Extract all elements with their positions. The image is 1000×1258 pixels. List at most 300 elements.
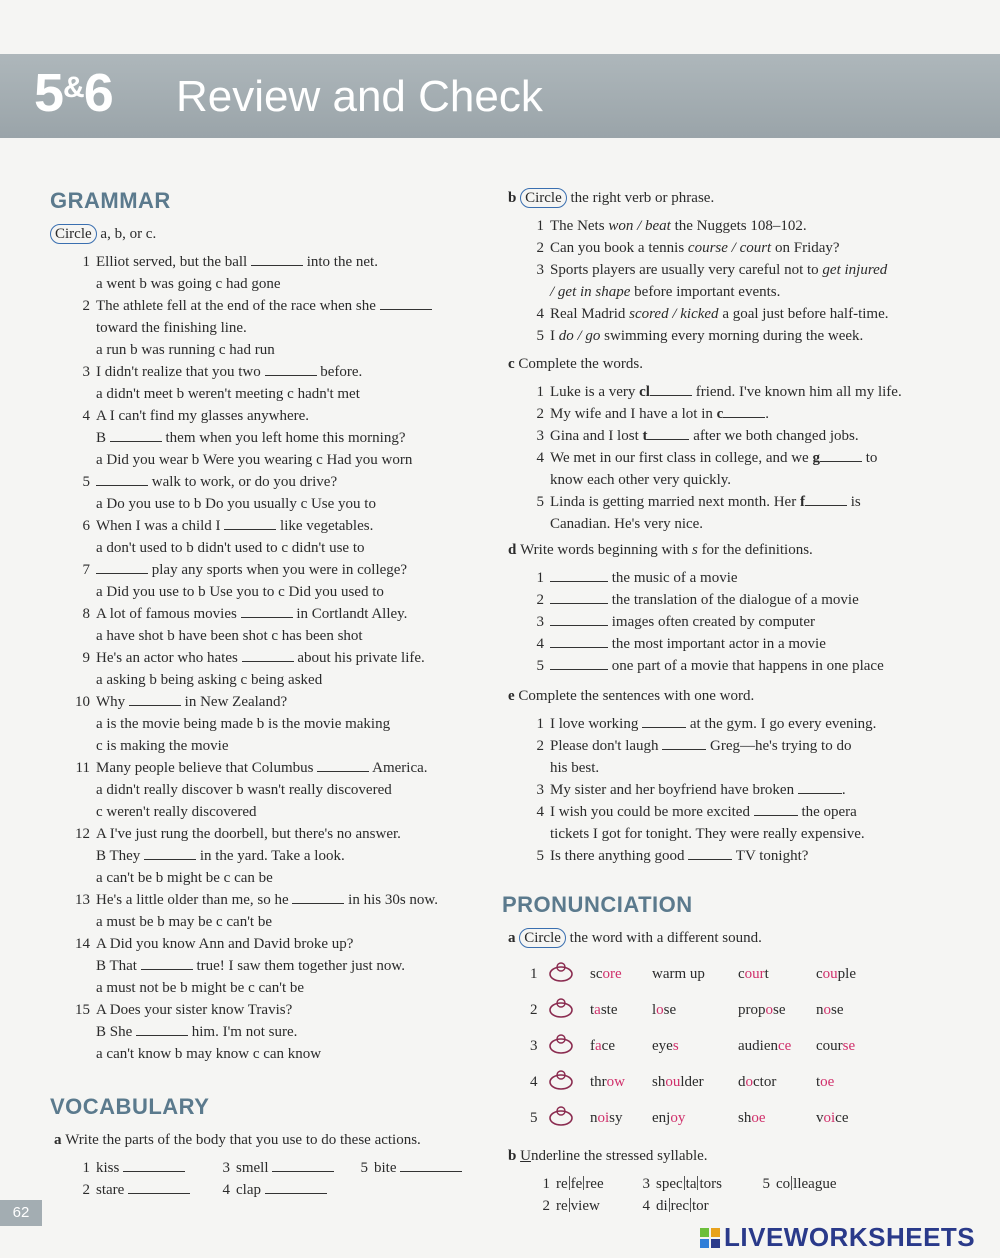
grammar-question: [70, 692, 287, 712]
text: A I've just rung the doorbell, but there's no answer.: [96, 826, 401, 842]
section-heading-vocabulary: VOCABULARY: [50, 1094, 210, 1119]
text: B That: [96, 958, 141, 974]
text: walk to work, or do you drive?: [148, 474, 338, 490]
item-number: 3: [536, 428, 544, 444]
text: tickets I got for tonight. They were really expensive.: [550, 826, 865, 842]
item-number: 2: [82, 1182, 90, 1198]
highlighted-sound: oy: [670, 1110, 686, 1126]
grammar-question: [70, 758, 428, 778]
sound-word: [738, 1036, 791, 1056]
answer-options: [96, 868, 273, 888]
word-part: thr: [590, 1074, 607, 1090]
grammar-question: [70, 406, 309, 426]
answer-blank[interactable]: [550, 657, 608, 670]
definition-text: one part of a movie that happens in one place: [608, 658, 884, 674]
word-part: t: [590, 1002, 595, 1018]
sound-word: [652, 1000, 676, 1020]
item-number: 4: [642, 1198, 650, 1214]
item-number: 5: [536, 658, 544, 674]
word-part: ce: [601, 1038, 615, 1054]
grammar-question-line: [96, 428, 405, 448]
circle-word: Circle: [519, 928, 566, 948]
text: B They: [96, 848, 145, 864]
first-letter: f: [799, 494, 805, 510]
text: Many people believe that Columbus: [96, 760, 318, 776]
grammar-question: [70, 560, 407, 580]
text: My sister and her boyfriend have broken: [550, 782, 798, 798]
text: The athlete fell at the end of the race when she: [96, 298, 380, 314]
exercise-d-instruction: [508, 540, 813, 560]
verb-choice-item: [524, 238, 840, 258]
exercise-b-instruction: [508, 188, 714, 208]
item-number: 2: [536, 406, 544, 422]
item-number: 6: [82, 518, 90, 534]
vocab-item: [210, 1180, 327, 1200]
grammar-question: [70, 362, 362, 382]
word-part: d: [738, 1074, 746, 1090]
text: Real Madrid: [550, 306, 630, 322]
item-number: 4: [536, 306, 544, 322]
definition-text: the music of a movie: [608, 570, 738, 586]
sound-word: [816, 1036, 855, 1056]
answer-blank[interactable]: [754, 803, 798, 816]
text: Can you book a tennis: [550, 240, 688, 256]
syllable: ta: [685, 1176, 697, 1192]
letter-s: s: [691, 542, 698, 558]
word-part: c: [816, 966, 823, 982]
word-part: t: [816, 1074, 821, 1090]
text: him. I'm not sure.: [188, 1024, 298, 1040]
answer-blank[interactable]: [128, 1181, 190, 1194]
answer-blank[interactable]: [129, 693, 181, 706]
highlighted-sound: ou: [822, 966, 838, 982]
item-number: 4: [222, 1182, 230, 1198]
item-number: 1: [536, 716, 544, 732]
vocab-instruction: [54, 1130, 421, 1150]
word-part: sc: [590, 966, 603, 982]
text: Sports players are usually very careful not to: [550, 262, 823, 278]
answer-blank[interactable]: [662, 737, 706, 750]
answer-options: [96, 538, 365, 558]
text: in New Zealand?: [180, 694, 288, 710]
syllable: ree: [585, 1176, 604, 1192]
text: play any sports when you were in college?: [148, 562, 408, 578]
section-heading-grammar: GRAMMAR: [50, 188, 171, 213]
item-number: 12: [75, 826, 90, 842]
instruction-text: the word with a different sound.: [565, 930, 762, 946]
sound-word: [738, 1072, 776, 1092]
word-part: warm up: [652, 966, 705, 982]
verb-option: course / court: [687, 240, 772, 256]
syllable: re: [556, 1176, 568, 1192]
vocab-word: bite: [374, 1160, 401, 1176]
first-letter: cl: [639, 384, 650, 400]
text: after we both changed jobs.: [689, 428, 859, 444]
page-title: Review and Check: [176, 72, 543, 121]
exercise-label: e: [508, 688, 519, 704]
options-text: a didn't really discover b wasn't really discovered: [96, 782, 392, 798]
answer-blank[interactable]: [642, 715, 686, 728]
text: a goal just before half-time.: [718, 306, 889, 322]
syllable-divider: [669, 1198, 670, 1212]
options-text: a must not be b might be c can't be: [96, 980, 305, 996]
answer-blank[interactable]: [265, 1181, 327, 1194]
highlighted-sound: o: [656, 1002, 664, 1018]
text: friend. I've known him all my life.: [691, 384, 902, 400]
grammar-question: [70, 824, 401, 844]
answer-blank[interactable]: [110, 429, 162, 442]
syllable-item: [750, 1174, 836, 1194]
owl-icon: [546, 1068, 576, 1092]
item-number: 3: [642, 1176, 650, 1192]
item-number: 1: [530, 966, 538, 982]
syllable-divider: [569, 1198, 570, 1212]
options-text: a is the movie being made b is the movie making: [96, 716, 391, 732]
answer-options: [96, 736, 228, 756]
text: the Nuggets 108–102.: [670, 218, 807, 234]
sound-word: [652, 1072, 704, 1092]
sound-word: [816, 1072, 834, 1092]
answer-options: [96, 670, 322, 690]
instruction-text: for the definitions.: [697, 542, 813, 558]
syllable: lleague: [793, 1176, 837, 1192]
answer-blank[interactable]: [647, 427, 689, 440]
definition-item: [524, 590, 859, 610]
answer-blank[interactable]: [144, 847, 196, 860]
exercise-label: d: [508, 542, 521, 558]
highlighted-sound: oi: [597, 1110, 610, 1126]
vocab-item: [70, 1180, 190, 1200]
answer-blank[interactable]: [242, 649, 294, 662]
highlighted-sound: oe: [820, 1074, 835, 1090]
text: in the yard. Take a look.: [196, 848, 345, 864]
snake-icon: [546, 1032, 576, 1056]
vocab-word: smell: [236, 1160, 273, 1176]
answer-options: [96, 780, 392, 800]
answer-blank[interactable]: [141, 957, 193, 970]
highlighted-sound: o: [765, 1002, 773, 1018]
item-number: 15: [75, 1002, 90, 1018]
answer-blank[interactable]: [265, 363, 317, 376]
answer-blank[interactable]: [96, 473, 148, 486]
answer-blank[interactable]: [96, 561, 148, 574]
word-part: c: [738, 966, 745, 982]
item-number: 9: [82, 650, 90, 666]
text: at the gym. I go every evening.: [686, 716, 877, 732]
text: A Does your sister know Travis?: [96, 1002, 293, 1018]
sound-word: [590, 1072, 625, 1092]
word-part: prop: [738, 1002, 766, 1018]
item-number: 4: [536, 636, 544, 652]
answer-blank[interactable]: [272, 1159, 334, 1172]
exercise-label: c: [508, 356, 519, 372]
text: Elliot served, but the ball: [96, 254, 251, 270]
answer-blank[interactable]: [805, 493, 847, 506]
sound-word: [590, 1036, 615, 1056]
grammar-question-line: [96, 846, 345, 866]
sound-row-number: [530, 1108, 538, 1128]
sound-row-number: [530, 1036, 538, 1056]
answer-options: [96, 626, 363, 646]
brand-logo: LIVEWORKSHEETS: [700, 1222, 975, 1253]
text: toward the finishing line.: [96, 320, 247, 336]
syllable: tors: [699, 1176, 722, 1192]
syllable-divider: [684, 1176, 685, 1190]
verb-choice-item: [524, 326, 863, 346]
item-number: 13: [75, 892, 90, 908]
item-number: 3: [536, 262, 544, 278]
options-text: c is making the movie: [96, 738, 229, 754]
exercise-label: a: [508, 930, 520, 946]
highlighted-sound: o: [745, 1074, 753, 1090]
complete-word-item: [550, 470, 731, 490]
instruction-text: Write words beginning with: [520, 542, 692, 558]
exercise-label: b: [508, 190, 521, 206]
answer-options: [96, 340, 275, 360]
answer-blank[interactable]: [317, 759, 369, 772]
syllable: re: [556, 1198, 568, 1214]
definition-item: [524, 568, 738, 588]
item-number: 3: [536, 782, 544, 798]
text: .: [841, 782, 846, 798]
complete-word-item: [524, 426, 859, 446]
answer-blank[interactable]: [400, 1159, 462, 1172]
answer-blank[interactable]: [550, 613, 608, 626]
answer-blank[interactable]: [798, 781, 842, 794]
brand-mark-icon: [700, 1228, 720, 1248]
verb-choice-item: [550, 282, 780, 302]
answer-blank[interactable]: [650, 383, 692, 396]
word-part: lder: [680, 1074, 704, 1090]
word-part: se: [773, 1002, 786, 1018]
item-number: 4: [536, 450, 544, 466]
sound-word: [590, 964, 622, 984]
unit-number: 5&6: [34, 63, 113, 123]
vocab-word: stare: [96, 1182, 129, 1198]
answer-blank[interactable]: [723, 405, 765, 418]
item-number: 3: [536, 614, 544, 630]
word-part: v: [816, 1110, 824, 1126]
sentence-item: [524, 802, 857, 822]
text: true! I saw them together just now.: [192, 958, 406, 974]
text: TV tonight?: [732, 848, 809, 864]
syllable-item: [530, 1174, 604, 1194]
word-part: cour: [816, 1038, 843, 1054]
text: My wife and I have a lot in: [550, 406, 717, 422]
answer-options: [96, 450, 412, 470]
answer-options: [96, 978, 304, 998]
sentence-item: [524, 780, 846, 800]
syllable: spec: [656, 1176, 683, 1192]
item-number: 5: [536, 848, 544, 864]
highlighted-sound: ore: [602, 966, 622, 982]
vocab-item: [210, 1158, 334, 1178]
item-number: 2: [530, 1002, 538, 1018]
sound-word: [816, 1108, 849, 1128]
options-text: a Did you use to b Use you to c Did you used to: [96, 584, 384, 600]
exercise-label: b: [508, 1148, 521, 1164]
syllable-item: [630, 1196, 709, 1216]
options-text: a Do you use to b Do you usually c Use you to: [96, 496, 376, 512]
syllable-divider: [569, 1176, 570, 1190]
answer-blank[interactable]: [123, 1159, 185, 1172]
definition-text: the translation of the dialogue of a movie: [608, 592, 859, 608]
word-part: l: [652, 1002, 657, 1018]
text: Is there anything good: [550, 848, 689, 864]
highlighted-sound: ce: [777, 1038, 792, 1054]
options-text: a run b was running c had run: [96, 342, 275, 358]
answer-options: [96, 274, 281, 294]
instruction-text: Complete the sentences with one word.: [518, 688, 755, 704]
sound-word: [816, 964, 856, 984]
underline-letter: U: [520, 1148, 531, 1164]
zebra-icon: [546, 996, 576, 1020]
grammar-question: [70, 472, 337, 492]
text: know each other very quickly.: [550, 472, 732, 488]
answer-options: [96, 912, 272, 932]
text: .: [765, 406, 770, 422]
text: Luke is a very: [550, 384, 640, 400]
item-number: 1: [536, 218, 544, 234]
answer-blank[interactable]: [550, 569, 608, 582]
highlighted-sound: our: [744, 966, 765, 982]
item-number: 5: [530, 1110, 538, 1126]
sound-word: [652, 964, 705, 984]
text: Linda is getting married next month. Her: [550, 494, 800, 510]
syllable: di: [656, 1198, 668, 1214]
text: before.: [316, 364, 363, 380]
item-number: 4: [82, 408, 90, 424]
pronunciation-b-instruction: [508, 1146, 708, 1166]
syllable: tor: [691, 1198, 709, 1214]
answer-options: [96, 494, 376, 514]
text: Greg—he's trying to do: [706, 738, 852, 754]
syllable: view: [570, 1198, 600, 1214]
grammar-question: [70, 516, 373, 536]
word-part: enj: [652, 1110, 671, 1126]
answer-blank[interactable]: [224, 517, 276, 530]
grammar-question: [70, 648, 425, 668]
definition-item: [524, 634, 826, 654]
instruction-text: a, b, or c.: [96, 226, 157, 242]
answer-blank[interactable]: [292, 891, 344, 904]
item-number: 14: [75, 936, 90, 952]
item-number: 4: [530, 1074, 538, 1090]
answer-blank[interactable]: [820, 449, 862, 462]
highlighted-sound: a: [595, 1038, 602, 1054]
grammar-question-line: [96, 318, 247, 338]
answer-blank[interactable]: [550, 635, 608, 648]
sound-word: [738, 964, 769, 984]
syllable: fe: [570, 1176, 583, 1192]
item-number: 5: [536, 494, 544, 510]
sentence-item: [524, 846, 808, 866]
grammar-question: [70, 296, 432, 316]
item-number: 5: [360, 1160, 368, 1176]
answer-options: [96, 714, 390, 734]
verb-choice-item: [524, 216, 807, 236]
highlighted-sound: s: [672, 1038, 679, 1054]
options-text: a didn't meet b weren't meeting c hadn't met: [96, 386, 360, 402]
grammar-question-line: [96, 956, 405, 976]
exercise-label: a: [54, 1132, 66, 1148]
text: about his private life.: [293, 650, 425, 666]
first-letter: c: [716, 406, 724, 422]
grammar-question-line: [96, 1022, 297, 1042]
instruction-text: Complete the words.: [518, 356, 643, 372]
word-part: audien: [738, 1038, 778, 1054]
complete-word-item: [524, 404, 769, 424]
highlighted-sound: oi: [823, 1110, 836, 1126]
item-number: 2: [542, 1198, 550, 1214]
verb-option: get injured: [822, 262, 888, 278]
text: I wish you could be more excited: [550, 804, 754, 820]
options-text: a Did you wear b Were you wearing c Had you worn: [96, 452, 413, 468]
text: is: [846, 494, 861, 510]
word-part: sh: [738, 1110, 752, 1126]
word-part: t: [764, 966, 769, 982]
options-text: a asking b being asking c being asked: [96, 672, 323, 688]
sound-word: [652, 1036, 679, 1056]
text: America.: [369, 760, 428, 776]
text: them when you left home this morning?: [161, 430, 406, 446]
word-part: ste: [600, 1002, 618, 1018]
options-text: a have shot b have been shot c has been shot: [96, 628, 363, 644]
text: A I can't find my glasses anywhere.: [96, 408, 310, 424]
answer-blank[interactable]: [136, 1023, 188, 1036]
highlighted-sound: oe: [751, 1110, 766, 1126]
answer-blank[interactable]: [251, 253, 303, 266]
sound-row-number: [530, 1000, 538, 1020]
highlighted-sound: ou: [665, 1074, 681, 1090]
item-number: 1: [536, 384, 544, 400]
item-number: 3: [82, 364, 90, 380]
sound-row-number: [530, 1072, 538, 1092]
sound-word: [590, 1000, 618, 1020]
item-number: 11: [75, 760, 90, 776]
sentence-item: [524, 736, 851, 756]
answer-blank[interactable]: [380, 297, 432, 310]
sound-word: [652, 1108, 685, 1128]
word-part: eye: [652, 1038, 673, 1054]
text: I: [550, 328, 559, 344]
sound-word: [738, 1000, 786, 1020]
word-part: f: [590, 1038, 595, 1054]
word-part: se: [831, 1002, 844, 1018]
syllable-item: [630, 1174, 722, 1194]
item-number: 5: [82, 474, 90, 490]
answer-blank[interactable]: [688, 847, 732, 860]
answer-blank[interactable]: [241, 605, 293, 618]
text: like vegetables.: [276, 518, 374, 534]
definition-item: [524, 612, 815, 632]
answer-blank[interactable]: [550, 591, 608, 604]
text: We met in our first class in college, and we: [550, 450, 813, 466]
instruction-text: Write the parts of the body that you use to do these actions.: [65, 1132, 421, 1148]
options-text: a can't know b may know c can know: [96, 1046, 322, 1062]
page-number: 62: [0, 1200, 42, 1226]
item-number: 2: [536, 738, 544, 754]
pronunciation-a-instruction: [508, 928, 762, 948]
sound-word: [816, 1000, 844, 1020]
item-number: 5: [762, 1176, 770, 1192]
text: Gina and I lost: [550, 428, 643, 444]
text: A Did you know Ann and David broke up?: [96, 936, 354, 952]
highlighted-sound: ow: [606, 1074, 626, 1090]
sound-row-number: [530, 964, 538, 984]
sound-word: [590, 1108, 623, 1128]
sound-word: [738, 1108, 766, 1128]
